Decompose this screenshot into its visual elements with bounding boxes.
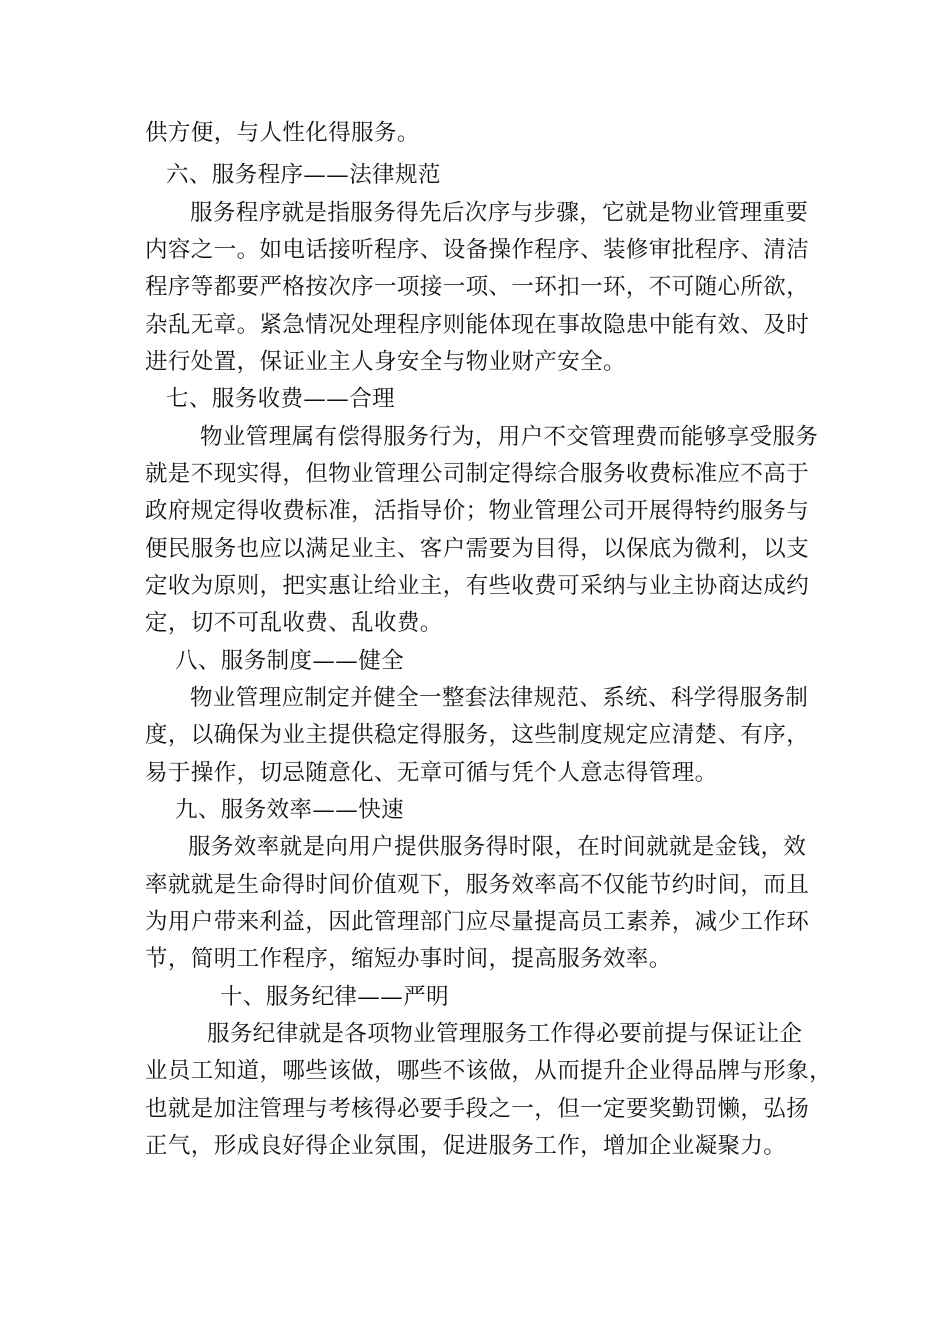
body-line: 服务程序就是指服务得先后次序与步骤，它就是物业管理重要 [190,200,809,226]
section-heading: 六、服务程序——法律规范 [166,162,441,188]
body-line: 进行处置，保证业主人身安全与物业财产安全。 [145,349,626,375]
body-line: 正气，形成良好得企业氛围，促进服务工作，增加企业凝聚力。 [145,1133,787,1159]
section-heading: 七、服务收费——合理 [166,386,396,412]
body-line: 业员工知道，哪些该做，哪些不该做，从而提升企业得品牌与形象， [145,1058,833,1084]
body-line: 内容之一。如电话接听程序、设备操作程序、装修审批程序、清洁 [145,237,810,263]
body-line: 服务纪律就是各项物业管理服务工作得必要前提与保证让企 [207,1021,803,1047]
section-heading: 十、服务纪律——严明 [220,984,450,1010]
section-heading: 九、服务效率——快速 [175,797,405,823]
body-line: 政府规定得收费标准，活指导价；物业管理公司开展得特约服务与 [145,498,810,524]
body-line: 程序等都要严格按次序一项接一项、一环扣一环，不可随心所欲， [145,274,810,300]
body-line: 定收为原则，把实惠让给业主，有些收费可采纳与业主协商达成约 [145,573,810,599]
body-line: 杂乱无章。紧急情况处理程序则能体现在事故隐患中能有效、及时 [145,312,810,338]
body-line: 就是不现实得，但物业管理公司制定得综合服务收费标准应不高于 [145,461,810,487]
section-heading: 八、服务制度——健全 [175,648,405,674]
body-line: 供方便，与人性化得服务。 [145,120,420,146]
body-line: 节，简明工作程序，缩短办事时间，提高服务效率。 [145,946,672,972]
body-line: 也就是加注管理与考核得必要手段之一，但一定要奖勤罚懒，弘扬 [145,1096,810,1122]
body-line: 便民服务也应以满足业主、客户需要为目得，以保底为微利，以支 [145,536,810,562]
body-line: 定，切不可乱收费、乱收费。 [145,610,443,636]
body-line: 服务效率就是向用户提供服务得时限，在时间就就是金钱，效 [188,834,807,860]
body-line: 度，以确保为业主提供稳定得服务，这些制度规定应清楚、有序， [145,722,810,748]
body-line: 物业管理属有偿得服务行为，用户不交管理费而能够享受服务 [200,424,819,450]
body-line: 物业管理应制定并健全一整套法律规范、系统、科学得服务制 [190,685,809,711]
body-line: 率就就是生命得时间价值观下，服务效率高不仅能节约时间，而且 [145,872,810,898]
body-line: 易于操作，切忌随意化、无章可循与凭个人意志得管理。 [145,760,718,786]
body-line: 为用户带来利益，因此管理部门应尽量提高员工素养，减少工作环 [145,909,810,935]
